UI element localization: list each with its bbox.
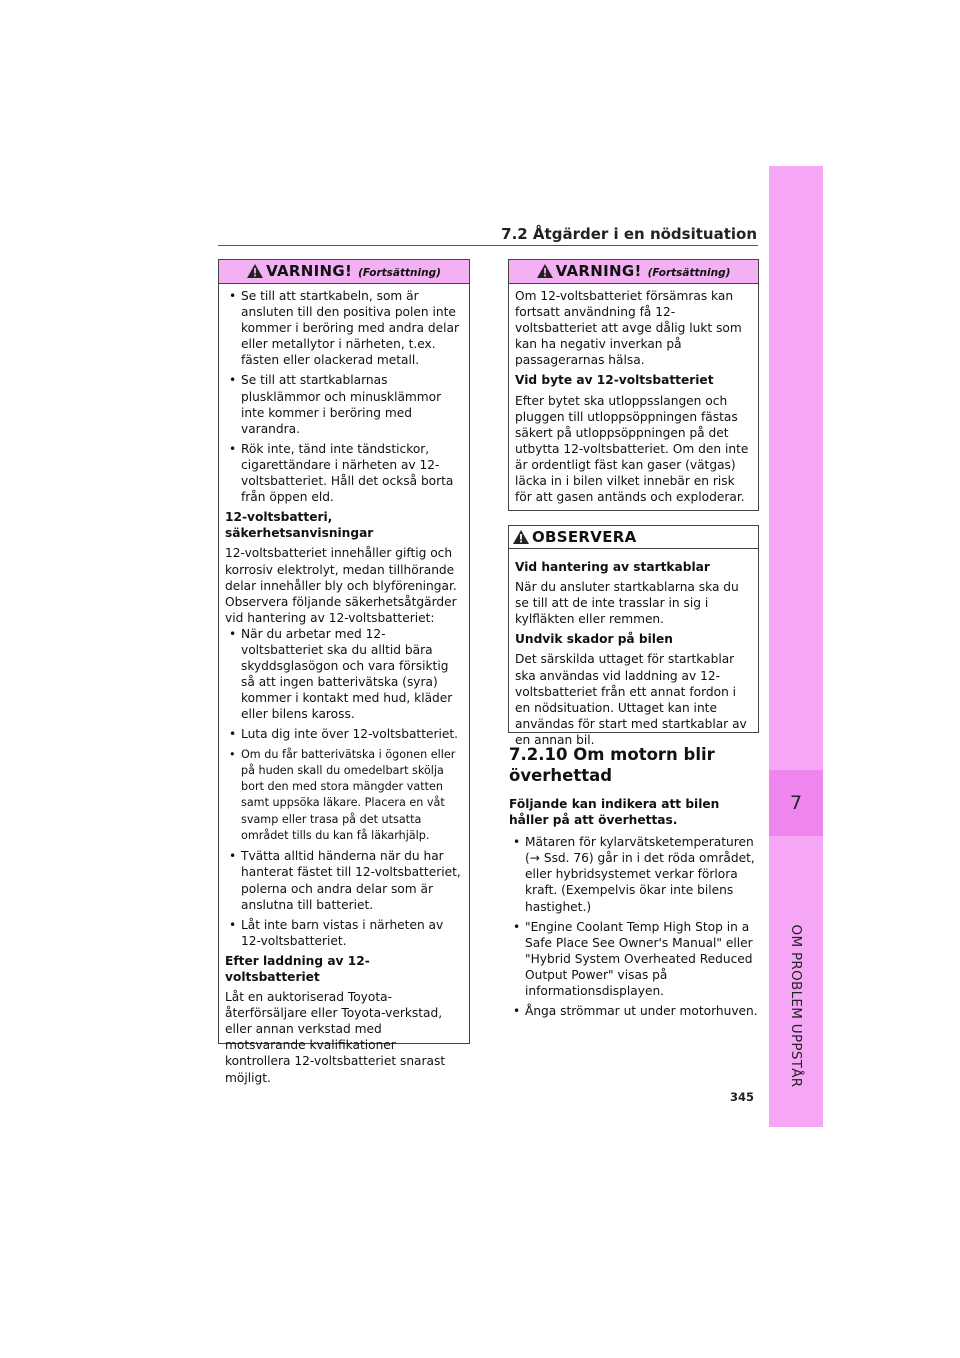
warning-box-left (218, 259, 470, 1085)
damage-heading: Undvik skador på bilen (515, 632, 673, 647)
list-item: • Om du får batterivätska i ögonen eller på huden skall du omedelbart skölja bort den med stora mängder vatten samt uppsöka läkare. Placera en våt svamp eller trasa på det utsatta området tills du kan få läkarhjälp. (225, 747, 463, 845)
warning-title: VARNING! (266, 262, 353, 280)
warning-triangle-icon (247, 263, 263, 286)
warning-title: VARNING! (555, 262, 642, 280)
warning-box-right (508, 259, 759, 511)
notice-triangle-icon (513, 529, 529, 551)
list-item: • Luta dig inte över 12-voltsbatteriet. (225, 726, 463, 742)
damage-paragraph: Det särskilda uttaget för startkablar ska användas vid laddning av 12-voltsbatteriet från ett annat fordon i en nödsituation. Uttaget kan inte användas för start med startkablar av en annan bil. (515, 652, 747, 747)
cables-paragraph: När du ansluter startkablarna ska du se till att de inte trasslar in sig i kylfläkten eller remmen. (515, 580, 739, 627)
list-item: • Låt inte barn vistas i närheten av 12-voltsbatteriet. (225, 917, 463, 949)
list-item: • Se till att startkabeln, som är ansluten till den positiva polen inte kommer i beröring med andra delar eller metallytor i närheten, t.ex. fästen eller olackerad metall. (225, 288, 463, 368)
chapter-number: 7 (789, 792, 803, 814)
notice-title: OBSERVERA (532, 528, 637, 546)
safety-paragraph: 12-voltsbatteriet innehåller giftig och korrosiv elektrolyt, medan tillhörande delar innehåller bly och blyföreningar. Observera följande säkerhetsåtgärder vid hantering av 12-voltsbatteriet: (225, 546, 457, 625)
section-bullets (509, 834, 759, 1019)
notice-box (508, 525, 759, 747)
header-divider (218, 245, 758, 246)
list-item: • Ånga strömmar ut under motorhuven. (509, 1003, 759, 1019)
safety-heading: 12-voltsbatteri, säkerhetsanvisningar (225, 510, 374, 541)
warning-bullets-a (225, 288, 463, 505)
charge-heading: Efter laddning av 12-voltsbatteriet (225, 953, 370, 984)
list-item: • Se till att startkablarnas plusklämmor och minusklämmor inte kommer i beröring med varandra. (225, 372, 463, 436)
replace-paragraph: Efter bytet ska utloppsslangen och pluggen till utloppsöppningen fästas säkert på utloppsöppningen på det utbytta 12-voltsbatteriet. Om den inte är ordentligt fäst kan gaser (vätgas) läcka in i bilen vilket innebär en risk för att gasen antänds och exploderar. (515, 393, 749, 505)
warning-subtitle: (Fortsättning) (358, 267, 441, 279)
notice-header (509, 526, 758, 549)
chapter-title: OM PROBLEM UPPSTÅR (788, 924, 804, 1088)
chapter-side-tab (769, 166, 823, 1127)
warning-triangle-icon (537, 263, 553, 286)
page-number: 345 (730, 1090, 755, 1104)
section-heading: 7.2.10 Om motorn blir överhettad (509, 745, 715, 785)
warning-bullets-b (225, 626, 463, 949)
list-item: • Mätaren för kylarvätsketemperaturen (→ Ssd. 76) går in i det röda området, eller hybridsystemet verkar förlora kraft. (Exempelvis ökar inte bilens hastighet.) (509, 834, 759, 914)
list-item: • Rök inte, tänd inte tändstickor, cigarettändare i närheten av 12-voltsbatteriet. Håll det också borta från öppen eld. (225, 441, 463, 505)
replace-heading: Vid byte av 12-voltsbatteriet (515, 373, 714, 388)
warning-subtitle: (Fortsättning) (647, 267, 731, 279)
warning-intro-paragraph: Om 12-voltsbatteriet försämras kan fortsatt användning få 12-voltsbatteriet att avge dålig lukt som kan ha negativ inverkan på passagerarnas hälsa. (515, 289, 742, 368)
section-intro: Följande kan indikera att bilen håller på att överhettas. (509, 797, 720, 828)
list-item: • "Engine Coolant Temp High Stop in a Safe Place See Owner's Manual" eller "Hybrid System Overheated Reduced Output Power" visas på informationsdisplayen. (509, 919, 759, 999)
section-overheating (509, 744, 759, 1023)
warning-header (219, 260, 469, 284)
cables-heading: Vid hantering av startkablar (515, 560, 710, 574)
page-header-title: 7.2 Åtgärder i en nödsituation (501, 225, 757, 243)
warning-header (509, 260, 758, 284)
list-item: • Tvätta alltid händerna när du har hanterat fästet till 12-voltsbatteriet, polerna och andra delar som är anslutna till batteriet. (225, 848, 463, 912)
list-item: • När du arbetar med 12-voltsbatteriet ska du alltid bära skyddsglasögon och vara försiktig så att ingen batterivätska (syra) kommer i kontakt med hud, kläder eller bilens kaross. (225, 626, 463, 723)
charge-paragraph: Låt en auktoriserad Toyota-återförsäljare eller Toyota-verkstad, eller annan verkstad med motsvarande kvalifikationer kontrollera 12-voltsbatteriet snarast möjligt. (225, 990, 446, 1085)
